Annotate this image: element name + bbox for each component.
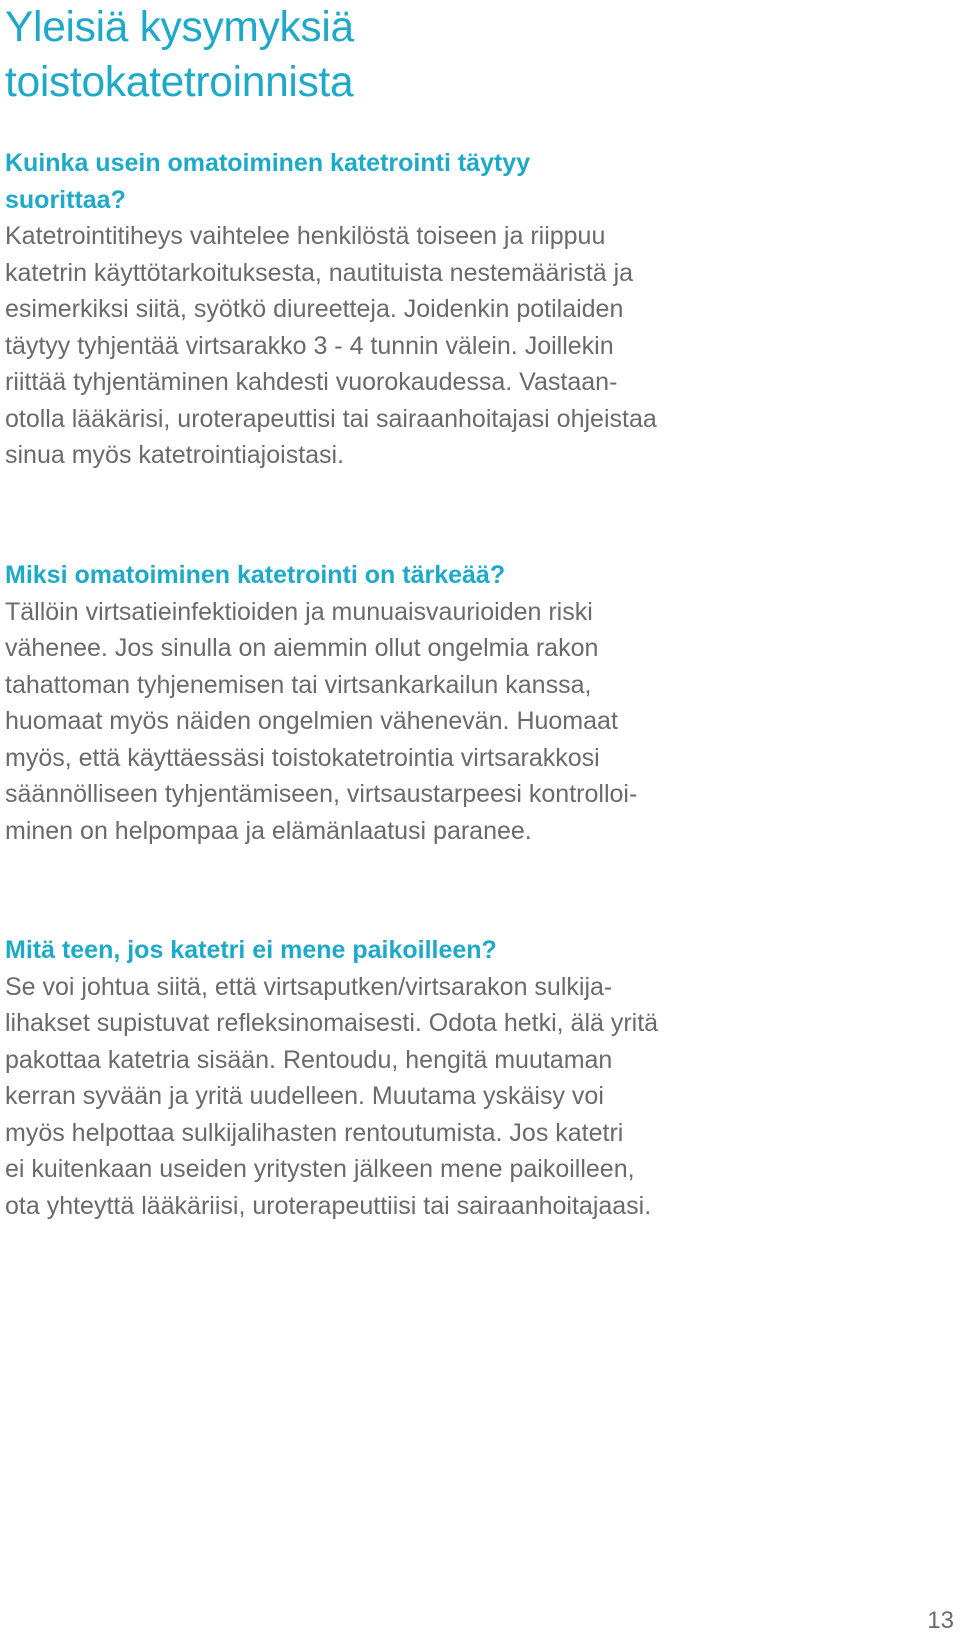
question-line: Miksi omatoiminen katetrointi on tärkeää? xyxy=(5,561,506,589)
answer-line: säännölliseen tyhjentämiseen, virtsaustarpeesi kontrolloi- xyxy=(5,780,638,808)
answer-line: myös helpottaa sulkijalihasten rentoutumista. Jos katetri xyxy=(5,1118,624,1147)
answer-line: huomaat myös näiden ongelmien vähenevän. Huomaat xyxy=(5,707,618,735)
answer-line: myös, että käyttäessäsi toistokatetrointia virtsarakkosi xyxy=(5,743,600,772)
faq-section-frequency xyxy=(5,145,765,474)
answer-line: ota yhteyttä lääkäriisi, uroterapeuttiisi tai sairaanhoitajaasi. xyxy=(5,1191,652,1220)
answer-line: Se voi johtua siitä, että virtsaputken/virtsarakon sulkija- xyxy=(5,972,613,1001)
answer-line: katetrin käyttötarkoituksesta, nautituista nestemääristä ja xyxy=(5,258,634,287)
faq-answer xyxy=(5,218,765,474)
page-title-line: toistokatetroinnista xyxy=(5,59,354,106)
page-number: 13 xyxy=(927,1607,954,1634)
page-title-line: Yleisiä kysymyksiä xyxy=(5,4,354,51)
faq-section-catheter-problems xyxy=(5,932,765,1224)
answer-line: otolla lääkärisi, uroterapeuttisi tai sairaanhoitajasi ohjeistaa xyxy=(5,404,657,433)
faq-question xyxy=(5,932,765,969)
question-line: Mitä teen, jos katetri ei mene paikoilleen? xyxy=(5,936,497,964)
answer-line: Katetrointitiheys vaihtelee henkilöstä toiseen ja riippuu xyxy=(5,222,606,250)
answer-line: vähenee. Jos sinulla on aiemmin ollut ongelmia rakon xyxy=(5,634,599,662)
page-title xyxy=(5,0,765,110)
answer-line: Tällöin virtsatieinfektioiden ja munuaisvaurioiden riski xyxy=(5,597,593,626)
answer-line: ei kuitenkaan useiden yritysten jälkeen mene paikoilleen, xyxy=(5,1155,635,1183)
answer-line: kerran syvään ja yritä uudelleen. Muutama yskäisy voi xyxy=(5,1082,604,1110)
answer-line: lihakset supistuvat refleksinomaisesti. Odota hetki, älä yritä xyxy=(5,1009,659,1037)
answer-line: tahattoman tyhjenemisen tai virtsankarkailun kanssa, xyxy=(5,670,592,699)
question-line: suorittaa? xyxy=(5,185,126,214)
answer-line: minen on helpompaa ja elämänlaatusi paranee. xyxy=(5,816,532,845)
answer-line: esimerkiksi siitä, syötkö diureetteja. Joidenkin potilaiden xyxy=(5,295,624,323)
faq-question xyxy=(5,557,765,594)
question-line: Kuinka usein omatoiminen katetrointi täytyy xyxy=(5,149,531,177)
faq-section-importance xyxy=(5,557,765,849)
answer-line: riittää tyhjentäminen kahdesti vuorokaudessa. Vastaan- xyxy=(5,368,618,396)
answer-line: täytyy tyhjentää virtsarakko 3 - 4 tunnin välein. Joillekin xyxy=(5,331,614,360)
answer-line: sinua myös katetrointiajoistasi. xyxy=(5,441,345,469)
answer-line: pakottaa katetria sisään. Rentoudu, hengitä muutaman xyxy=(5,1045,613,1074)
faq-question xyxy=(5,145,765,218)
faq-answer xyxy=(5,594,765,850)
faq-answer xyxy=(5,969,765,1225)
